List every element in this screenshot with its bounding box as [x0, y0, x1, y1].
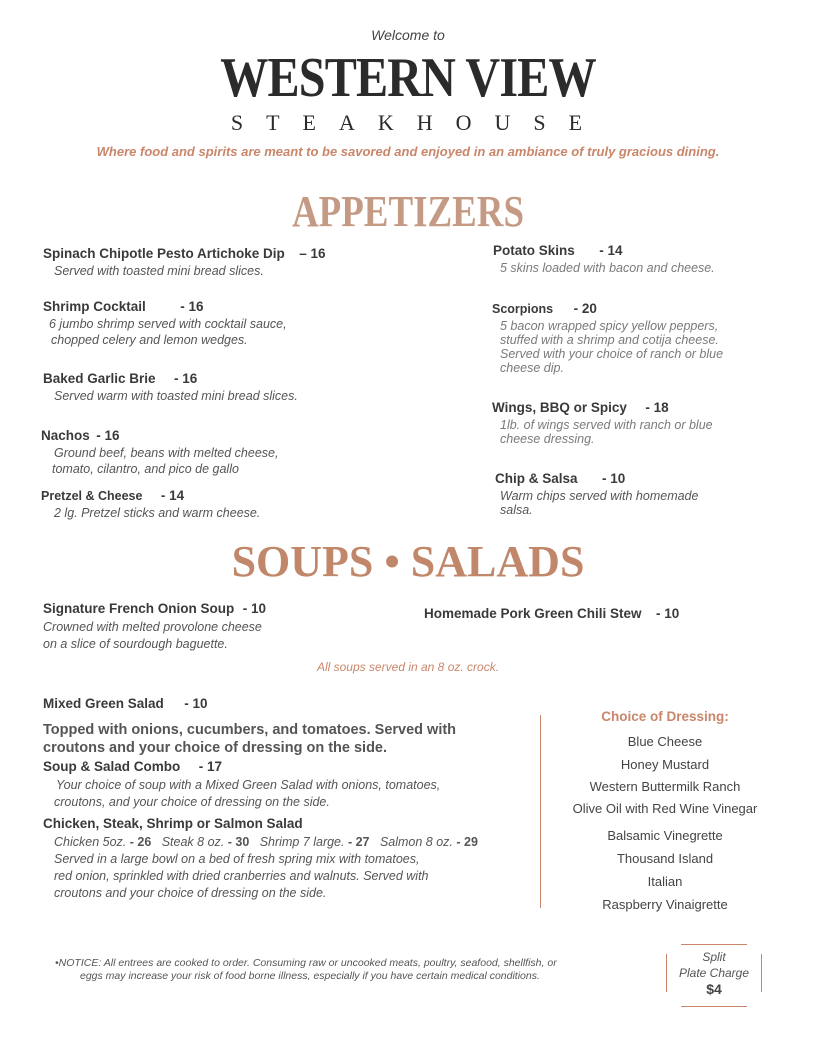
item-name: Signature French Onion Soup: [43, 601, 235, 616]
brand-logo: WESTERN VIEW: [220, 47, 596, 109]
split-label: Split: [702, 950, 726, 964]
dressing-option: Italian: [647, 874, 683, 889]
item-desc: Served with your choice of ranch or blue: [500, 347, 724, 361]
dressing-option: Blue Cheese: [627, 734, 703, 749]
item-desc: stuffed with a shrimp and cotija cheese.: [500, 333, 719, 347]
notice-line: •NOTICE: All entrees are cooked to order. Consuming raw or uncooked meats, poultry, seafood, shellfish, or: [55, 957, 557, 969]
item-desc: 2 lg. Pretzel sticks and warm cheese.: [54, 506, 261, 520]
item-desc: Warm chips served with homemade: [500, 489, 699, 503]
item-name: Pretzel & Cheese: [41, 489, 143, 503]
item-name: Chip & Salsa: [495, 471, 578, 486]
welcome-text: Welcome to: [371, 27, 445, 43]
option-label: Chicken 5oz.: [54, 835, 127, 849]
option-label: Salmon 8 oz.: [379, 835, 453, 849]
item-desc: croutons and your choice of dressing on the side.: [54, 886, 327, 900]
menu-item: [43, 370, 298, 404]
menu-item: [495, 470, 698, 518]
item-desc: 1lb. of wings served with ranch or blue: [500, 418, 713, 432]
item-name: Mixed Green Salad: [43, 696, 164, 711]
dressing-option: Western Buttermilk Ranch: [589, 779, 741, 794]
item-price: - 18: [645, 400, 669, 415]
item-price: - 20: [573, 301, 597, 316]
soups-salads-title: SOUPS • SALADS: [231, 537, 585, 586]
item-desc: 6 jumbo shrimp served with cocktail sauce,: [49, 317, 287, 331]
menu-item: [41, 427, 278, 477]
item-desc: Served with toasted mini bread slices.: [54, 264, 264, 278]
item-desc: cheese dip.: [500, 361, 564, 375]
item-desc: salsa.: [500, 503, 533, 517]
item-desc: cheese dressing.: [500, 432, 595, 446]
item-price: - 10: [601, 471, 626, 486]
item-price: - 16: [180, 299, 204, 314]
item-desc: croutons and your choice of dressing on the side.: [43, 740, 388, 756]
item-name: Spinach Chipotle Pesto Artichoke Dip: [43, 246, 285, 261]
split-label: Plate Charge: [678, 966, 750, 980]
item-desc: on a slice of sourdough baguette.: [43, 637, 228, 651]
item-desc: Crowned with melted provolone cheese: [43, 620, 262, 634]
salad-options: [43, 834, 478, 850]
tagline: Where food and spirits are meant to be savored and enjoyed in an ambiance of truly gracious dining.: [96, 144, 720, 159]
item-name: Chicken, Steak, Shrimp or Salmon Salad: [43, 816, 303, 831]
item-name: Scorpions: [492, 302, 554, 316]
option-price: - 27: [347, 835, 370, 849]
menu-item: [493, 242, 715, 276]
box-border: [681, 944, 747, 945]
item-desc: 5 skins loaded with bacon and cheese.: [500, 261, 715, 275]
option-price: - 29: [456, 835, 478, 849]
notice-line: eggs may increase your risk of food borne illness, especially if you have certain medical conditions.: [80, 970, 540, 982]
item-desc: Served in a large bowl on a bed of fresh spring mix with tomatoes,: [54, 852, 420, 866]
item-name: Potato Skins: [493, 243, 575, 258]
option-label: Steak 8 oz.: [161, 835, 225, 849]
menu-item: [43, 245, 326, 279]
brand-subtitle: STEAKHOUSE: [230, 110, 606, 135]
item-desc: chopped celery and lemon wedges.: [51, 333, 248, 347]
option-label: Shrimp 7 large.: [259, 835, 345, 849]
item-name: Nachos: [41, 428, 90, 443]
menu-item: [41, 487, 260, 521]
item-price: - 16: [174, 371, 198, 386]
option-price: - 26: [129, 835, 152, 849]
item-name: Homemade Pork Green Chili Stew: [424, 606, 642, 621]
item-price: - 14: [160, 488, 185, 503]
item-name: Soup & Salad Combo: [43, 759, 181, 774]
split-price: $4: [706, 981, 722, 997]
menu-item: [43, 695, 513, 757]
item-desc: red onion, sprinkled with dried cranberries and walnuts. Served with: [54, 869, 429, 883]
soup-note: All soups served in an 8 oz. crock.: [316, 660, 500, 674]
item-price: - 17: [198, 759, 222, 774]
dressing-option: Olive Oil with Red Wine Vinegar: [572, 801, 758, 816]
menu-item: [43, 815, 478, 901]
item-price: - 10: [184, 696, 208, 711]
menu-item: [492, 300, 723, 376]
item-desc: croutons, and your choice of dressing on the side.: [54, 795, 330, 809]
dressing-divider: [540, 715, 541, 908]
dressing-option: Thousand Island: [616, 851, 714, 866]
item-name: Shrimp Cocktail: [43, 299, 146, 314]
item-price: - 14: [599, 243, 623, 258]
item-desc: Ground beef, beans with melted cheese,: [54, 446, 279, 460]
menu-item: [43, 758, 440, 810]
item-price: - 10: [242, 601, 266, 616]
menu-item: [424, 605, 679, 623]
item-desc: 5 bacon wrapped spicy yellow peppers,: [500, 319, 719, 333]
item-price: - 10: [656, 606, 680, 621]
item-desc: tomato, cilantro, and pico de gallo: [52, 462, 239, 476]
item-price: – 16: [299, 246, 326, 261]
item-name: Wings, BBQ or Spicy: [492, 400, 627, 415]
menu-item: [492, 399, 713, 447]
item-desc: Your choice of soup with a Mixed Green Salad with onions, tomatoes,: [56, 778, 441, 792]
item-desc: Topped with onions, cucumbers, and tomatoes. Served with: [43, 722, 457, 738]
menu-item: [43, 600, 266, 652]
item-desc: Served warm with toasted mini bread slices.: [54, 389, 298, 403]
split-plate-box: [666, 944, 762, 1006]
food-safety-notice: [55, 957, 655, 983]
item-name: Baked Garlic Brie: [43, 371, 156, 386]
box-border: [681, 1006, 747, 1007]
appetizers-title: APPETIZERS: [291, 187, 525, 236]
dressing-option: Raspberry Vinaigrette: [602, 897, 728, 912]
item-price: - 16: [96, 428, 120, 443]
menu-item: [43, 298, 287, 348]
dressing-option: Honey Mustard: [620, 757, 710, 772]
dressing-title: Choice of Dressing:: [601, 709, 729, 724]
option-price: - 30: [227, 835, 250, 849]
dressing-option: Balsamic Vinegrette: [607, 828, 723, 843]
